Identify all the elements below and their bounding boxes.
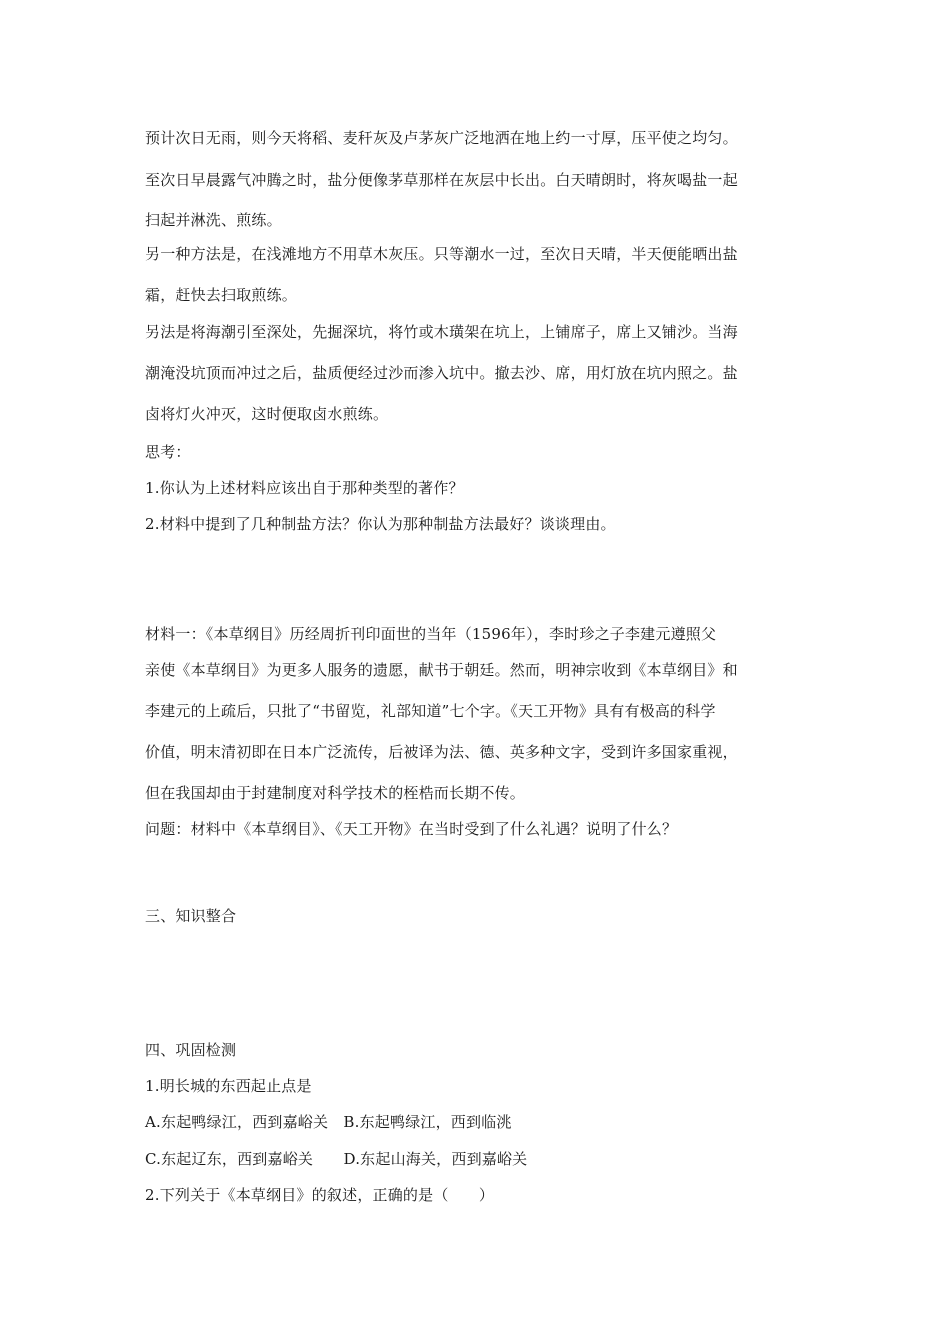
salt-text-line-7: 潮淹没坑顶而冲过之后，盐质便经过沙而渗入坑中。撤去沙、席，用灯放在坑内照之。盐 [145, 364, 738, 382]
material-one-question: 问题：材料中《本草纲目》、《天工开物》在当时受到了什么礼遇？说明了什么？ [145, 820, 678, 838]
quiz-question-2: 2.下列关于《本草纲目》的叙述，正确的是（ ） [145, 1186, 495, 1204]
quiz-question-1-options-ab: A.东起鸭绿江，西到嘉峪关 B.东起鸭绿江，西到临洮 [145, 1113, 512, 1131]
quiz-question-1-options-cd: C.东起辽东，西到嘉峪关 D.东起山海关，西到嘉峪关 [145, 1150, 528, 1168]
thinking-question-1: 1.你认为上述材料应该出自于那种类型的著作？ [145, 479, 464, 497]
salt-text-line-6: 另法是将海潮引至深处，先掘深坑，将竹或木璜架在坑上，上铺席子，席上又铺沙。当海 [145, 323, 738, 341]
material-one-line-4: 价值，明末清初即在日本广泛流传，后被译为法、德、英多种文字，受到许多国家重视， [145, 743, 738, 761]
material-one-line-5: 但在我国却由于封建制度对科学技术的桎梏而长期不传。 [145, 784, 526, 802]
section-three-heading: 三、知识整合 [145, 907, 237, 925]
section-four-heading: 四、巩固检测 [145, 1041, 237, 1059]
quiz-question-1: 1.明长城的东西起止点是 [145, 1077, 312, 1095]
thinking-question-2: 2.材料中提到了几种制盐方法？你认为那种制盐方法最好？谈谈理由。 [145, 515, 616, 533]
salt-text-line-1: 预计次日无雨，则今天将稻、麦秆灰及卢茅灰广泛地洒在地上约一寸厚，压平使之均匀。 [145, 129, 738, 147]
salt-text-line-4: 另一种方法是，在浅滩地方不用草木灰压。只等潮水一过，至次日天晴，半天便能晒出盐 [145, 245, 738, 263]
material-one-line-3: 李建元的上疏后，只批了“书留览，礼部知道”七个字。《天工开物》具有有极高的科学 [145, 702, 716, 720]
material-one-line-1: 材料一：《本草纲目》历经周折刊印面世的当年（1596年），李时珍之子李建元遵照父 [145, 625, 717, 643]
salt-text-line-2: 至次日早晨露气冲腾之时，盐分便像茅草那样在灰层中长出。白天晴朗时，将灰喝盐一起 [145, 171, 738, 189]
thinking-heading: 思考： [145, 443, 191, 461]
salt-text-line-8: 卤将灯火冲灭，这时便取卤水煎练。 [145, 405, 389, 423]
salt-text-line-5: 霜，赶快去扫取煎练。 [145, 286, 298, 304]
material-one-line-2: 亲使《本草纲目》为更多人服务的遗愿，献书于朝廷。然而，明神宗收到《本草纲目》和 [145, 661, 738, 679]
salt-text-line-3: 扫起并淋洗、煎练。 [145, 211, 282, 229]
